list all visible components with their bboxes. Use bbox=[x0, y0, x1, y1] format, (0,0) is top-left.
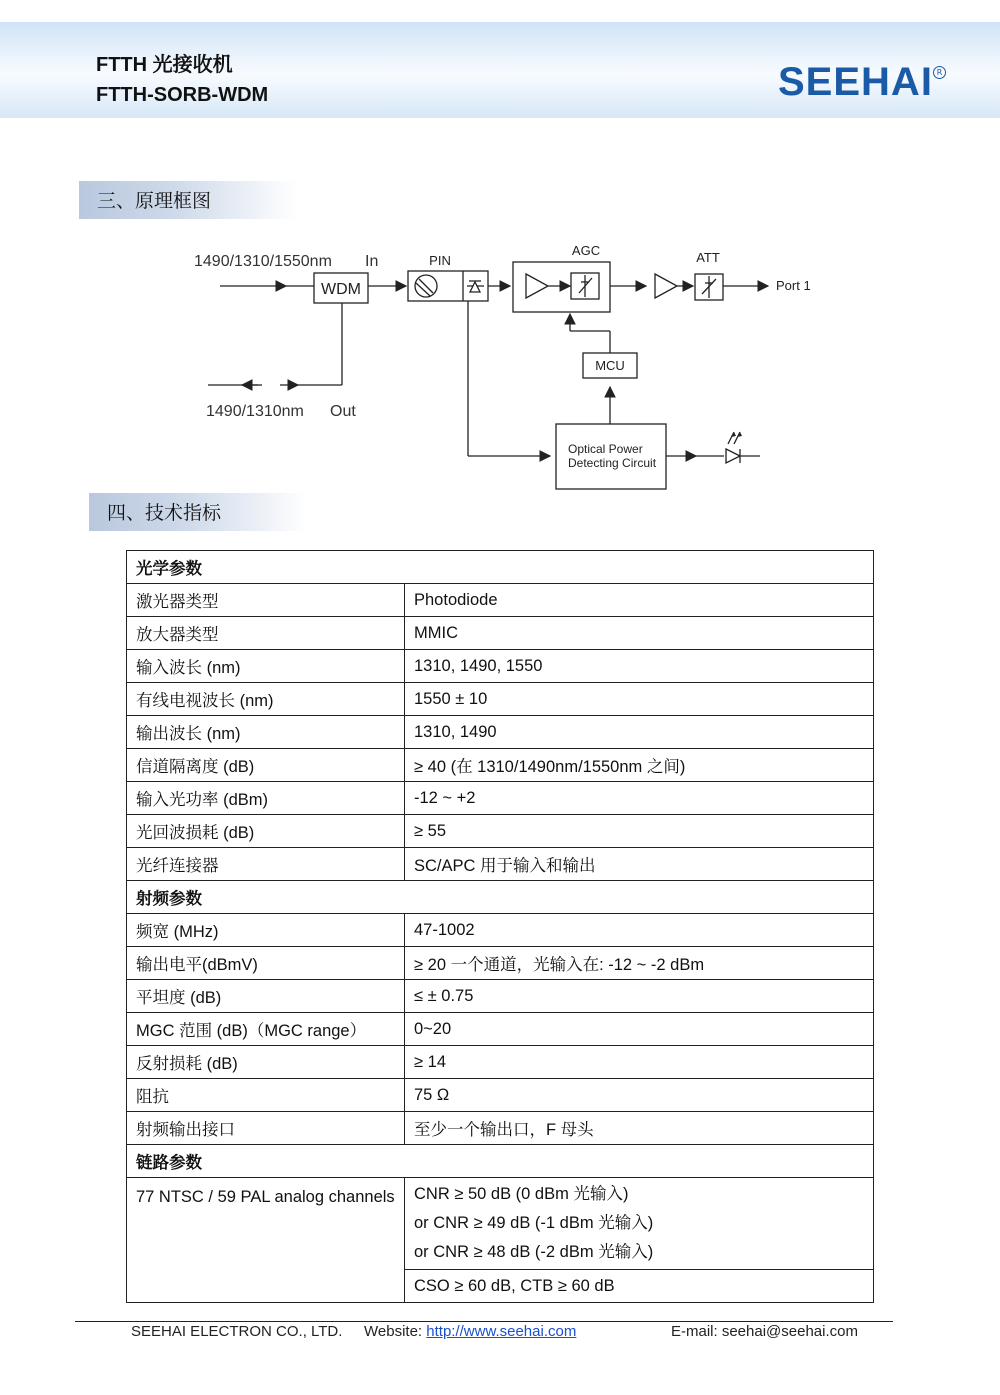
input-wavelength-label: 1490/1310/1550nm bbox=[194, 253, 332, 270]
brand-logo: SEEHAI bbox=[778, 60, 933, 104]
mcu-label: MCU bbox=[595, 358, 625, 373]
table-row bbox=[127, 650, 874, 683]
spec-label: 输入波长 (nm) bbox=[127, 650, 405, 683]
spec-label: 光回波损耗 (dB) bbox=[127, 815, 405, 848]
output-direction-label: Out bbox=[330, 403, 356, 420]
table-row bbox=[127, 848, 874, 881]
pin-label: PIN bbox=[429, 253, 451, 268]
spec-label: 信道隔离度 (dB) bbox=[127, 749, 405, 782]
table-row bbox=[127, 815, 874, 848]
cnr-line: or CNR ≥ 48 dB (-2 dBm 光输入) bbox=[414, 1243, 654, 1261]
spec-value: 1310, 1490, 1550 bbox=[405, 650, 874, 683]
table-row bbox=[127, 980, 874, 1013]
optical-header: 光学参数 bbox=[127, 551, 874, 584]
spec-value: SC/APC 用于输入和输出 bbox=[405, 848, 874, 881]
table-row bbox=[127, 1013, 874, 1046]
spec-label: 输出波长 (nm) bbox=[127, 716, 405, 749]
input-direction-label: In bbox=[365, 253, 379, 270]
document-title bbox=[96, 50, 268, 110]
table-row bbox=[127, 716, 874, 749]
output-wavelength-label: 1490/1310nm bbox=[206, 403, 304, 420]
spec-value: 47-1002 bbox=[405, 914, 874, 947]
table-row bbox=[127, 782, 874, 815]
cnr-line: CNR ≥ 50 dB (0 dBm 光输入) bbox=[414, 1185, 629, 1203]
detect-label-line1: Optical Power bbox=[568, 442, 643, 456]
spec-value: 至少一个输出口，F 母头 bbox=[405, 1112, 874, 1145]
link-header: 链路参数 bbox=[127, 1145, 874, 1178]
spec-value: ≥ 14 bbox=[405, 1046, 874, 1079]
cso-ctb-value: CSO ≥ 60 dB, CTB ≥ 60 dB bbox=[405, 1270, 874, 1303]
spec-value: ≥ 40 (在 1310/1490nm/1550nm 之间) bbox=[405, 749, 874, 782]
spec-value: 1550 ± 10 bbox=[405, 683, 874, 716]
detect-label-line2: Detecting Circuit bbox=[568, 456, 657, 470]
spec-label: 阻抗 bbox=[127, 1079, 405, 1112]
block-diagram bbox=[190, 238, 830, 500]
table-row bbox=[127, 1112, 874, 1145]
wdm-label: WDM bbox=[321, 281, 361, 298]
table-row bbox=[127, 584, 874, 617]
footer-divider bbox=[75, 1321, 893, 1322]
spec-label: 射频输出接口 bbox=[127, 1112, 405, 1145]
spec-label: 光纤连接器 bbox=[127, 848, 405, 881]
spec-value: MMIC bbox=[405, 617, 874, 650]
rf-header: 射频参数 bbox=[127, 881, 874, 914]
spec-value: -12 ~ +2 bbox=[405, 782, 874, 815]
spec-label: 有线电视波长 (nm) bbox=[127, 683, 405, 716]
table-row bbox=[127, 1178, 874, 1270]
spec-value: ≥ 20 一个通道，光输入在: -12 ~ -2 dBm bbox=[405, 947, 874, 980]
table-row bbox=[127, 749, 874, 782]
spec-label: 输出电平(dBmV) bbox=[127, 947, 405, 980]
table-row bbox=[127, 1046, 874, 1079]
section-heading-specs: 四、技术指标 bbox=[89, 493, 307, 531]
spec-label: 频宽 (MHz) bbox=[127, 914, 405, 947]
spec-label: 输入光功率 (dBm) bbox=[127, 782, 405, 815]
table-row bbox=[127, 1079, 874, 1112]
output-amplifier-icon bbox=[655, 274, 677, 298]
spec-value: ≤ ± 0.75 bbox=[405, 980, 874, 1013]
cnr-values bbox=[405, 1178, 874, 1270]
spec-value: 0~20 bbox=[405, 1013, 874, 1046]
spec-label: 平坦度 (dB) bbox=[127, 980, 405, 1013]
spec-value: ≥ 55 bbox=[405, 815, 874, 848]
footer-website bbox=[364, 1323, 576, 1340]
table-group-row bbox=[127, 551, 874, 584]
table-group-row bbox=[127, 881, 874, 914]
registered-mark-icon: R bbox=[933, 66, 946, 79]
footer-company: SEEHAI ELECTRON CO., LTD. bbox=[131, 1323, 343, 1340]
footer-email: E-mail: seehai@seehai.com bbox=[671, 1323, 858, 1340]
page-header bbox=[0, 22, 1000, 118]
table-row bbox=[127, 617, 874, 650]
table-row bbox=[127, 914, 874, 947]
spec-value: 75 Ω bbox=[405, 1079, 874, 1112]
agc-label: AGC bbox=[571, 243, 601, 258]
spec-label: 放大器类型 bbox=[127, 617, 405, 650]
spec-label: 激光器类型 bbox=[127, 584, 405, 617]
link-channels-label: 77 NTSC / 59 PAL analog channels bbox=[127, 1178, 405, 1303]
section-heading-block-diagram: 三、原理框图 bbox=[79, 181, 297, 219]
website-label: Website: bbox=[364, 1323, 423, 1340]
port-label: Port 1 bbox=[776, 278, 811, 293]
spec-table bbox=[126, 550, 874, 1303]
table-row bbox=[127, 947, 874, 980]
title-line-2: FTTH-SORB-WDM bbox=[96, 84, 269, 106]
table-row bbox=[127, 683, 874, 716]
spec-label: MGC 范围 (dB)（MGC range） bbox=[127, 1013, 405, 1046]
led-indicator-icon bbox=[696, 432, 760, 463]
title-line-1: FTTH 光接收机 bbox=[96, 54, 233, 76]
cnr-line: or CNR ≥ 49 dB (-1 dBm 光输入) bbox=[414, 1214, 654, 1232]
spec-value: Photodiode bbox=[405, 584, 874, 617]
spec-value: 1310, 1490 bbox=[405, 716, 874, 749]
spec-label: 反射损耗 (dB) bbox=[127, 1046, 405, 1079]
table-group-row bbox=[127, 1145, 874, 1178]
website-link[interactable]: http://www.seehai.com bbox=[426, 1323, 577, 1340]
att-label: ATT bbox=[696, 250, 720, 265]
